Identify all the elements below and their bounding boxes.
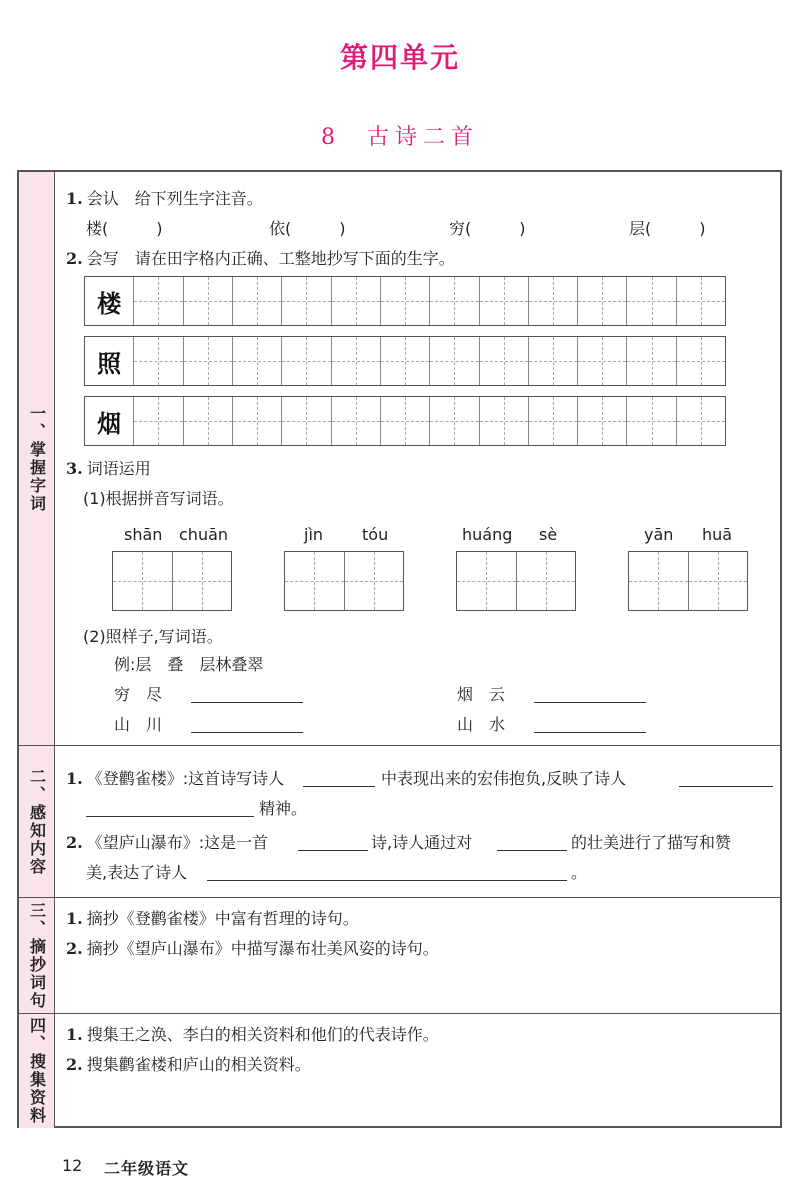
model-char-1: 楼 <box>97 288 122 318</box>
example-line: 例:层 叠 层林叠翠 <box>114 655 264 674</box>
writing-grid-row-1[interactable] <box>84 276 726 326</box>
pinyin-item-4[interactable]: 层( ) <box>629 219 706 238</box>
section-label-1: 一、掌握字词 <box>19 172 55 745</box>
pinyin-2b: tóu <box>362 525 389 544</box>
pinyin-4b: huā <box>702 525 733 544</box>
model-char-2: 照 <box>97 348 122 378</box>
q1-1-title: 1. 会认 给下列生字注音。 <box>66 189 263 208</box>
answer-line-pair-1[interactable] <box>191 702 303 703</box>
section-label-3: 三、摘抄词句 <box>19 898 55 1013</box>
pinyin-4a: yān <box>644 525 674 544</box>
pair-3: 山 川 <box>114 715 163 734</box>
answer-line-pair-3[interactable] <box>191 732 303 733</box>
answer-line-2-1c[interactable] <box>86 816 254 817</box>
section-label-4: 四、搜集资料 <box>19 1014 55 1128</box>
answer-line-pair-4[interactable] <box>534 732 646 733</box>
q4-1: 1. 搜集王之涣、李白的相关资料和他们的代表诗作。 <box>66 1025 439 1044</box>
pair-1: 穷 尽 <box>114 685 163 704</box>
writing-grid-row-2[interactable] <box>84 336 726 386</box>
answer-line-pair-2[interactable] <box>534 702 646 703</box>
answer-line-2-1a[interactable] <box>303 786 375 787</box>
q2-2-period: 。 <box>571 863 588 882</box>
q4-2: 2. 搜集鹳雀楼和庐山的相关资料。 <box>66 1055 311 1074</box>
word-box-1[interactable] <box>112 551 232 611</box>
page-number: 12 <box>62 1156 83 1175</box>
section-master-words <box>19 172 780 746</box>
section-perceive-content <box>19 746 780 898</box>
word-box-3[interactable] <box>456 551 576 611</box>
q2-2-mid: 诗,诗人通过对 <box>371 833 473 852</box>
q2-2-end: 的壮美进行了描写和赞 <box>571 833 732 852</box>
pinyin-item-3[interactable]: 穷( ) <box>449 219 526 238</box>
q3-2: 2. 摘抄《望庐山瀑布》中描写瀑布壮美风姿的诗句。 <box>66 939 439 958</box>
answer-line-2-2a[interactable] <box>298 850 368 851</box>
q2-1-line2: 精神。 <box>259 799 308 818</box>
writing-grid-row-3[interactable] <box>84 396 726 446</box>
unit-title: 第四单元 <box>339 41 460 74</box>
pinyin-1a: shān <box>124 525 163 544</box>
pinyin-3a: huáng <box>462 525 513 544</box>
section-excerpt <box>19 898 780 1014</box>
section-label-2: 二、感知内容 <box>19 746 55 897</box>
q1-2-title: 2. 会写 请在田字格内正确、工整地抄写下面的生字。 <box>66 249 455 268</box>
lesson-title <box>0 120 800 151</box>
q2-1-line1: 1. 《登鹳雀楼》:这首诗写诗人 <box>66 769 285 788</box>
q1-3-sub1: (1)根据拼音写词语。 <box>83 489 234 508</box>
q2-1-line1b: 中表现出来的宏伟抱负,反映了诗人 <box>381 769 627 788</box>
q3-1: 1. 摘抄《登鹳雀楼》中富有哲理的诗句。 <box>66 909 359 928</box>
pinyin-item-2[interactable]: 依( ) <box>269 219 346 238</box>
pair-2: 烟 云 <box>457 685 506 704</box>
word-box-4[interactable] <box>628 551 748 611</box>
worksheet-frame <box>17 170 782 1128</box>
answer-line-2-2b[interactable] <box>497 850 567 851</box>
q2-2-line1: 2. 《望庐山瀑布》:这是一首 <box>66 833 269 852</box>
lesson-name: 古诗二首 <box>366 125 479 150</box>
pinyin-2a: jìn <box>304 525 324 544</box>
q2-2-line2: 美,表达了诗人 <box>86 863 188 882</box>
word-box-2[interactable] <box>284 551 404 611</box>
q1-3-sub2: (2)照样子,写词语。 <box>83 627 223 646</box>
section-collect <box>19 1014 780 1128</box>
pair-4: 山 水 <box>457 715 506 734</box>
book-title: 二年级语文 <box>104 1159 190 1178</box>
model-char-3: 烟 <box>97 408 122 438</box>
answer-line-2-1b[interactable] <box>679 786 773 787</box>
pinyin-item-1[interactable]: 楼( ) <box>86 219 163 238</box>
q1-3-title: 3. 词语运用 <box>66 459 151 478</box>
lesson-number: 8 <box>320 125 341 150</box>
pinyin-3b: sè <box>539 525 558 544</box>
pinyin-1b: chuān <box>179 525 229 544</box>
answer-line-2-2c[interactable] <box>207 880 567 881</box>
